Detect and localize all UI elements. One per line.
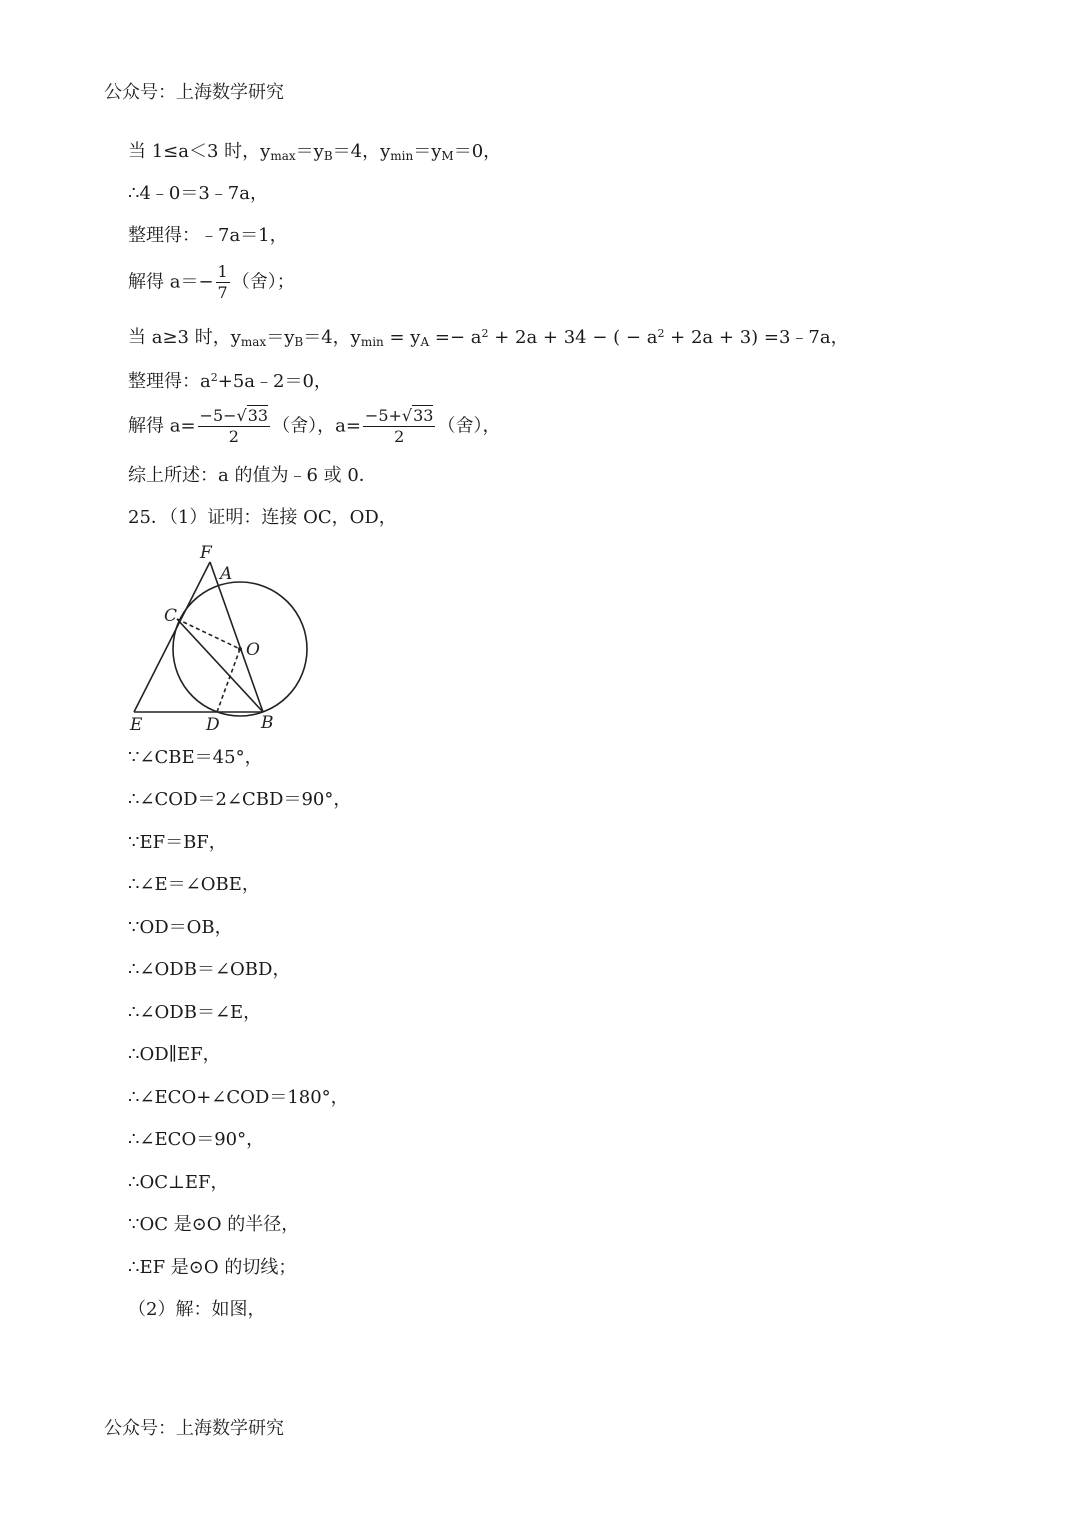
solution-line-8: 综上所述：a 的值为﹣6 或 0． [128,465,377,486]
proof-line-4: ∴∠E＝∠OBE， [128,874,260,895]
proof-line-8: ∴OD∥EF， [128,1044,221,1065]
proof-line-10: ∴∠ECO＝90°， [128,1129,265,1150]
solution-line-3: 整理得：﹣7a＝1， [128,225,288,246]
label-c: C [164,606,178,626]
proof-line-2: ∴∠COD＝2∠CBD＝90°， [128,789,352,810]
segment-od [217,649,240,712]
fraction: $\frac{-5-√33}{2}$ [199,406,269,446]
proof-line-6: ∴∠ODB＝∠OBD， [128,959,291,980]
proof-line-13: ∴EF 是⊙O 的切线； [128,1257,297,1278]
label-o: O [246,640,260,660]
page-header: 公众号：上海数学研究 [104,82,284,103]
label-b: B [261,713,274,733]
problem-25-heading: 25．（1）证明：连接 OC，OD， [128,507,397,528]
fraction: $\frac{1}{7}$ [217,262,228,302]
proof-line-7: ∴∠ODB＝∠E， [128,1002,262,1023]
label-f: F [200,543,212,563]
proof-line-11: ∴OC⊥EF， [128,1172,229,1193]
proof-line-12: ∵OC 是⊙O 的半径， [128,1214,300,1235]
solution-line-2: ∴4﹣0＝3﹣7a， [128,183,268,204]
proof-line-3: ∵EF＝BF， [128,832,227,853]
label-e: E [130,715,143,735]
geometry-figure [124,540,324,740]
segment-cb [177,619,263,712]
solution-line-1: 当 1≤a＜3 时，$y_{max}=y_B=4$，$y_{min}=y_M=0$， [128,141,502,163]
part-2-heading: （2）解：如图， [128,1299,266,1320]
point-o [238,647,242,651]
segment-ef [134,562,210,712]
fraction: $\frac{-5+√33}{2}$ [364,406,434,446]
proof-line-1: ∵∠CBE＝45°， [128,747,263,768]
label-d: D [206,715,220,735]
proof-line-5: ∵OD＝OB， [128,917,233,938]
segment-oc [177,619,240,649]
solution-line-6: 整理得：$a^2+5a﹣2=0$， [128,371,332,392]
label-a: A [220,564,233,584]
solution-line-5: 当 a≥3 时，$y_{max}=y_B=4$，$y_{min} = y_A =- a^2 + 2a + 34$ − ( − $a^2 + 2a + 3$) =3﹣7a， [128,327,849,349]
proof-line-9: ∴∠ECO+∠COD＝180°， [128,1087,349,1108]
solution-line-4: 解得 a＝− $\frac{1}{7}$ （舍）； [128,262,295,302]
page-footer: 公众号：上海数学研究 [104,1418,284,1439]
solution-line-7: 解得 a= $\frac{-5-√33}{2}$ （舍），a= $\frac{-5+√33}{2}$ （舍）， [128,406,501,446]
